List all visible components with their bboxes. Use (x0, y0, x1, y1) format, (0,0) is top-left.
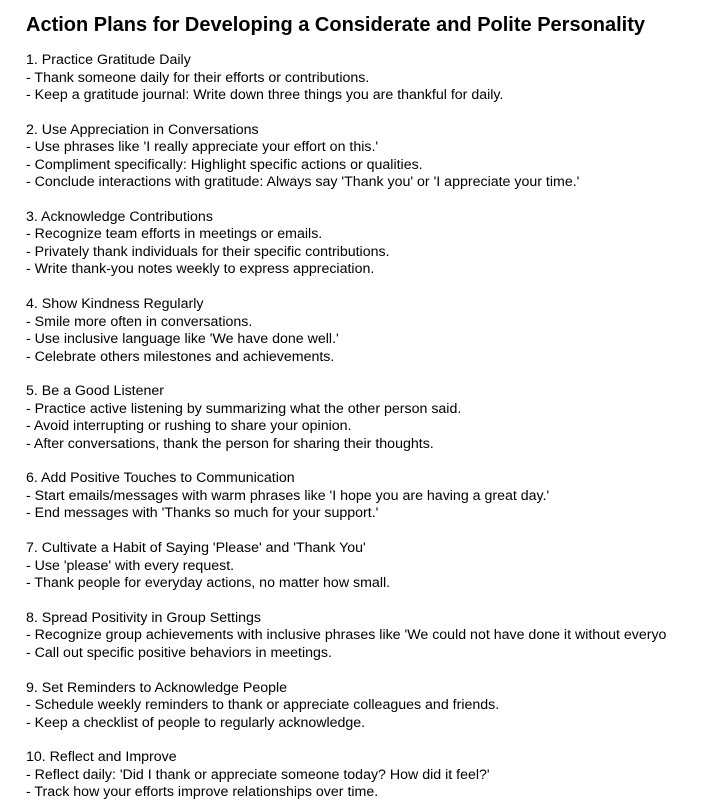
section-show-kindness (26, 296, 703, 366)
list-item: - Schedule weekly reminders to thank or appreciate colleagues and friends. (26, 697, 500, 713)
section-heading: 9. Set Reminders to Acknowledge People (26, 679, 288, 696)
list-item: - Privately thank individuals for their specific contributions. (26, 243, 390, 260)
list-item: - Recognize team efforts in meetings or emails. (26, 226, 323, 243)
list-item: - Keep a checklist of people to regularly acknowledge. (26, 714, 366, 731)
list-item: - Track how your efforts improve relationships over time. (26, 784, 379, 801)
list-item: - Keep a gratitude journal: Write down three things you are thankful for daily. (26, 87, 504, 103)
list-item: - Practice active listening by summarizing what the other person said. (26, 400, 462, 417)
section-please-thank-you (26, 540, 703, 593)
list-item: - Recognize group achievements with inclusive phrases like 'We could not have done it without everyo (26, 627, 667, 644)
section-good-listener (26, 383, 703, 453)
list-item: - Use phrases like 'I really appreciate your effort on this.' (26, 139, 379, 156)
section-heading: 2. Use Appreciation in Conversations (26, 121, 259, 138)
list-item: - Start emails/messages with warm phrases like 'I hope you are having a great day.' (26, 487, 550, 504)
list-item: - Write thank-you notes weekly to express appreciation. (26, 261, 375, 278)
list-item: - Conclude interactions with gratitude: Always say 'Thank you' or 'I appreciate your time.' (26, 174, 580, 191)
section-heading: 6. Add Positive Touches to Communication (26, 470, 295, 487)
list-item: - Use inclusive language like 'We have done well.' (26, 331, 339, 348)
list-item: - Celebrate others milestones and achievements. (26, 348, 335, 365)
section-positive-communication (26, 470, 703, 523)
section-use-appreciation (26, 122, 703, 192)
list-item: - Thank someone daily for their efforts or contributions. (26, 69, 370, 86)
document-title: Action Plans for Developing a Considerate and Polite Personality (26, 14, 646, 36)
section-group-positivity (26, 610, 703, 663)
section-heading: 10. Reflect and Improve (26, 749, 177, 766)
list-item: - Reflect daily: 'Did I thank or appreciate someone today? How did it feel?' (26, 766, 490, 783)
list-item: - Use 'please' with every request. (26, 557, 235, 574)
section-heading: 8. Spread Positivity in Group Settings (26, 609, 262, 626)
list-item: - Smile more often in conversations. (26, 313, 253, 330)
section-heading: 3. Acknowledge Contributions (26, 208, 213, 225)
section-set-reminders (26, 680, 703, 733)
section-practice-gratitude (26, 52, 703, 105)
action-plan-list (26, 52, 703, 806)
list-item: - After conversations, thank the person for sharing their thoughts. (26, 435, 434, 452)
list-item: - End messages with 'Thanks so much for your support.' (26, 505, 379, 522)
list-item: - Avoid interrupting or rushing to share your opinion. (26, 418, 352, 435)
section-acknowledge-contributions (26, 209, 703, 279)
section-heading: 4. Show Kindness Regularly (26, 296, 204, 313)
list-item: - Call out specific positive behaviors in meetings. (26, 644, 332, 661)
section-heading: 1. Practice Gratitude Daily (26, 52, 191, 68)
section-reflect-improve (26, 749, 703, 802)
list-item: - Compliment specifically: Highlight specific actions or qualities. (26, 156, 423, 173)
list-item: - Thank people for everyday actions, no matter how small. (26, 575, 391, 592)
section-heading: 5. Be a Good Listener (26, 383, 165, 400)
section-heading: 7. Cultivate a Habit of Saying 'Please' and 'Thank You' (26, 540, 366, 557)
